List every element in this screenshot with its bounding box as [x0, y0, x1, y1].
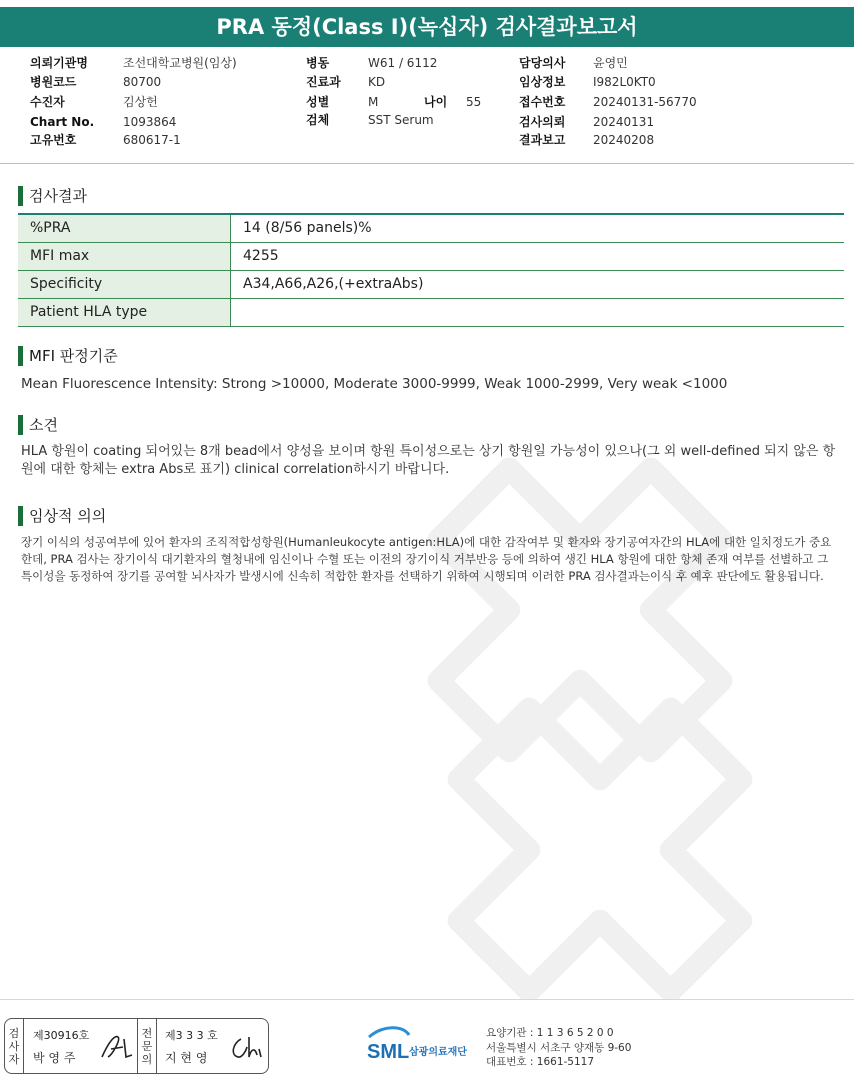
section-title-results: 검사결과: [18, 185, 87, 207]
watermark-graphic: [380, 440, 854, 1000]
value-hospital-code: 80700: [123, 75, 162, 89]
specialist-name: 지 현 영: [165, 1051, 208, 1065]
clinical-significance-text: 장기 이식의 성공여부에 있어 환자의 조직적합성항원(Humanleukocyte antigen:HLA)에 대한 감작여부 및 환자와 장기공여자간의 HLA에 대한 일치정도가 중요한데, PRA 검사는 장기이식 대기환자의 혈청내에 임신이나 수혈 또는 이전의 장기이식 거부반응 등에 의하여 생긴 HLA 항원에 대한 항체 존재 여부를 선별하고 그 특이성을 동정하여 장기를 공여할 뇌사자가 발생시에 신속히 적합한 환자를 선택하기 위하여 시행되며 이러한 PRA 검사결과는이식 후 예후 판단에도 활용됩니다.: [21, 535, 832, 583]
label-age: 나이: [424, 95, 448, 109]
value-age: 55: [466, 95, 482, 109]
value-ward: W61 / 6112: [368, 56, 438, 70]
divider: [23, 1019, 24, 1073]
label-requesting-institution: 의뢰기관명: [30, 56, 88, 70]
org-address: 서울특별시 서초구 양재동 9-60: [486, 1041, 632, 1054]
value-receipt-number: 20240131-56770: [593, 95, 697, 109]
signature-box: [4, 1018, 269, 1074]
sml-logo: [365, 1025, 485, 1065]
results-table: [18, 213, 844, 327]
specialist-license: 제3 3 3 호: [165, 1029, 218, 1042]
section-title-mfi: MFI 판정기준: [18, 345, 118, 367]
value-report-date: 20240208: [593, 133, 655, 147]
value-unique-id: 680617-1: [123, 133, 181, 147]
mfi-criteria-text: Mean Fluorescence Intensity: Strong >10000, Moderate 3000-9999, Weak 1000-2999, Very weak <1000: [21, 376, 728, 392]
value-clinical-info: I982L0KT0: [593, 75, 656, 89]
org-phone: 대표번호 : 1661-5117: [486, 1056, 595, 1068]
specialist-signature: [227, 1031, 263, 1063]
result-key-pra: %PRA: [18, 214, 231, 242]
logo-text: SML: [367, 1041, 410, 1063]
value-chart-no: 1093864: [123, 115, 177, 129]
opinion-text: HLA 항원이 coating 되어있는 8개 bead에서 양성을 보이며 항원 특이성으로는 상기 항원일 가능성이 있으나(그 외 well-defined 되지 않은 항원에 대한 항체는 extra Abs로 표기) clinical correlation하시기 바랍니다.: [21, 444, 836, 477]
label-attending-doctor: 담당의사: [519, 56, 566, 70]
tester-label: 검사자: [8, 1026, 20, 1066]
table-row: [18, 214, 844, 242]
result-key-specificity: Specificity: [18, 270, 231, 298]
table-row: [18, 270, 844, 298]
label-report-date: 결과보고: [519, 133, 566, 147]
label-specimen: 검체: [306, 113, 330, 127]
tester-name: 박 영 주: [33, 1051, 76, 1065]
divider: [156, 1019, 157, 1073]
label-department: 진료과: [306, 75, 341, 89]
value-attending-doctor: 윤영민: [593, 56, 628, 70]
label-test-request-date: 검사의뢰: [519, 115, 566, 129]
label-unique-id: 고유번호: [30, 133, 77, 147]
result-key-hla-type: Patient HLA type: [18, 298, 231, 326]
tester-signature: [99, 1031, 135, 1063]
value-patient: 김상헌: [123, 95, 158, 109]
label-hospital-code: 병원코드: [30, 75, 77, 89]
report-title: PRA 동정(Class I)(녹십자) 검사결과보고서: [0, 7, 854, 47]
value-requesting-institution: 조선대학교병원(임상): [123, 56, 237, 70]
value-department: KD: [368, 75, 386, 89]
value-sex: M: [368, 95, 379, 109]
specialist-label: 전문의: [141, 1026, 153, 1066]
label-clinical-info: 임상정보: [519, 75, 566, 89]
label-patient: 수진자: [30, 95, 65, 109]
label-ward: 병동: [306, 56, 330, 70]
header-divider: [0, 163, 854, 164]
org-name: 삼광의료재단: [409, 1047, 467, 1058]
section-title-clinical: 임상적 의의: [18, 505, 106, 527]
value-test-request-date: 20240131: [593, 115, 655, 129]
result-value-pra: 14 (8/56 panels)%: [231, 214, 845, 242]
label-receipt-number: 접수번호: [519, 95, 566, 109]
footer-divider: [0, 999, 854, 1000]
table-row: [18, 242, 844, 270]
result-key-mfi-max: MFI max: [18, 242, 231, 270]
result-value-hla-type: [231, 298, 845, 326]
label-chart-no: Chart No.: [30, 115, 95, 129]
care-institution-code: 요양기관 : 1 1 3 6 5 2 0 0: [486, 1027, 614, 1039]
table-row: [18, 298, 844, 326]
tester-license: 제30916호: [33, 1029, 90, 1042]
result-value-specificity: A34,A66,A26,(+extraAbs): [231, 270, 845, 298]
result-value-mfi-max: 4255: [231, 242, 845, 270]
value-specimen: SST Serum: [368, 113, 434, 127]
org-contact: [486, 1026, 631, 1070]
label-sex: 성별: [306, 95, 330, 109]
section-title-opinion: 소견: [18, 414, 58, 436]
